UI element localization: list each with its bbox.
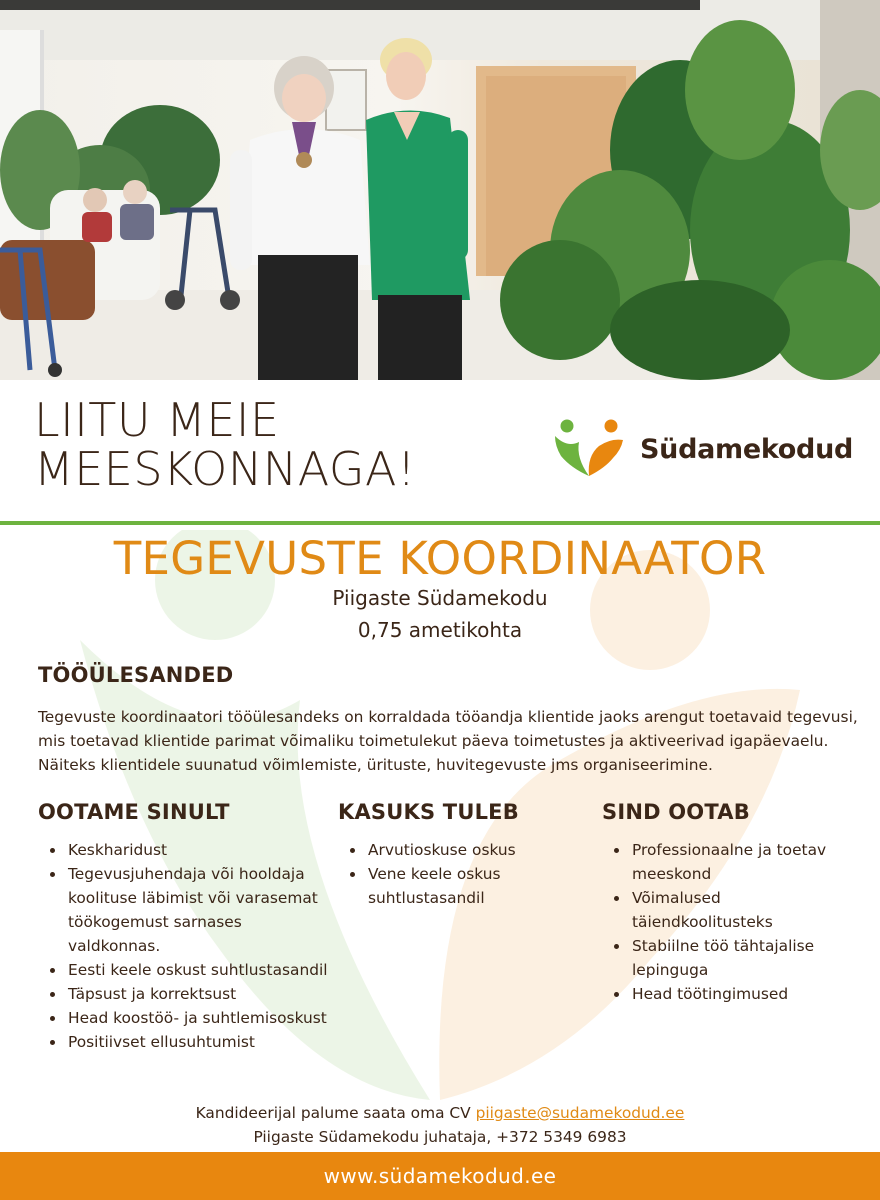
requirements-section xyxy=(38,800,328,1054)
duties-heading: TÖÖÜLESANDED xyxy=(38,663,234,687)
contact-info: Piigaste Südamekodu juhataja, +372 5349 6983 xyxy=(253,1128,627,1146)
list-item: • Head töötingimused xyxy=(630,982,852,1006)
list-item: • Stabiilne töö tähtajalise lepinguga xyxy=(630,934,852,982)
list-item: • Võimalused täiendkoolitusteks xyxy=(630,886,852,934)
duties-text: Tegevuste koordinaatori tööülesandeks on korraldada tööandja klientide jaoks arengut toetavaid tegevusi, mis toetavad klientide parimat võimaliku toimetulekut päeva toimetustes ja aktiveerivad igapäevaelu. Näiteks klientidele suunatud võimlemiste, ürituste, huvitegevuste jms organiseerimine. xyxy=(38,708,858,774)
job-title: TEGEVUSTE KOORDINAATOR xyxy=(113,532,767,585)
email-link[interactable]: piigaste@sudamekodud.ee xyxy=(475,1104,685,1122)
headline xyxy=(34,393,416,496)
header-photo xyxy=(0,0,880,380)
heart-people-logo-icon xyxy=(553,418,625,480)
advantages-section xyxy=(338,800,588,910)
list-item: • Täpsust ja korrektsust xyxy=(66,982,328,1006)
list-item: • Head koostöö- ja suhtlemisoskust xyxy=(66,1006,328,1030)
brand-name: Südamekodud xyxy=(640,434,854,465)
requirements-heading: OOTAME SINULT xyxy=(38,800,230,824)
footer-bar xyxy=(0,1152,880,1200)
list-item: • Tegevusjuhendaja või hooldaja koolituse läbimist või varasemat töökogemust sarnases valdkonnas. xyxy=(66,862,328,958)
apply-text: Kandideerijal palume saata oma CV xyxy=(195,1104,471,1122)
offer-list xyxy=(602,838,852,1006)
job-workload: 0,75 ametikohta xyxy=(357,618,523,642)
advantages-list xyxy=(338,838,588,910)
offer-heading: SIND OOTAB xyxy=(602,800,750,824)
job-location: Piigaste Südamekodu xyxy=(332,586,548,610)
list-item: • Eesti keele oskust suhtlustasandil xyxy=(66,958,328,982)
website-link[interactable]: www.südamekodud.ee xyxy=(323,1164,557,1188)
list-item: • Keskharidust xyxy=(66,838,328,862)
offer-section xyxy=(602,800,852,1006)
headline-line-2: MEESKONNAGA! xyxy=(34,442,416,496)
brand-logo xyxy=(553,418,853,480)
list-item: • Positiivset ellusuhtumist xyxy=(66,1030,328,1054)
care-home-photo xyxy=(0,0,880,380)
list-item: • Arvutioskuse oskus xyxy=(366,838,588,862)
list-item: • Vene keele oskus suhtlustasandil xyxy=(366,862,588,910)
advantages-heading: KASUKS TULEB xyxy=(338,800,519,824)
headline-line-1: LIITU MEIE xyxy=(34,393,280,447)
green-divider xyxy=(0,521,880,525)
requirements-list xyxy=(38,838,328,1054)
apply-instructions xyxy=(0,1104,880,1122)
list-item: • Professionaalne ja toetav meeskond xyxy=(630,838,852,886)
